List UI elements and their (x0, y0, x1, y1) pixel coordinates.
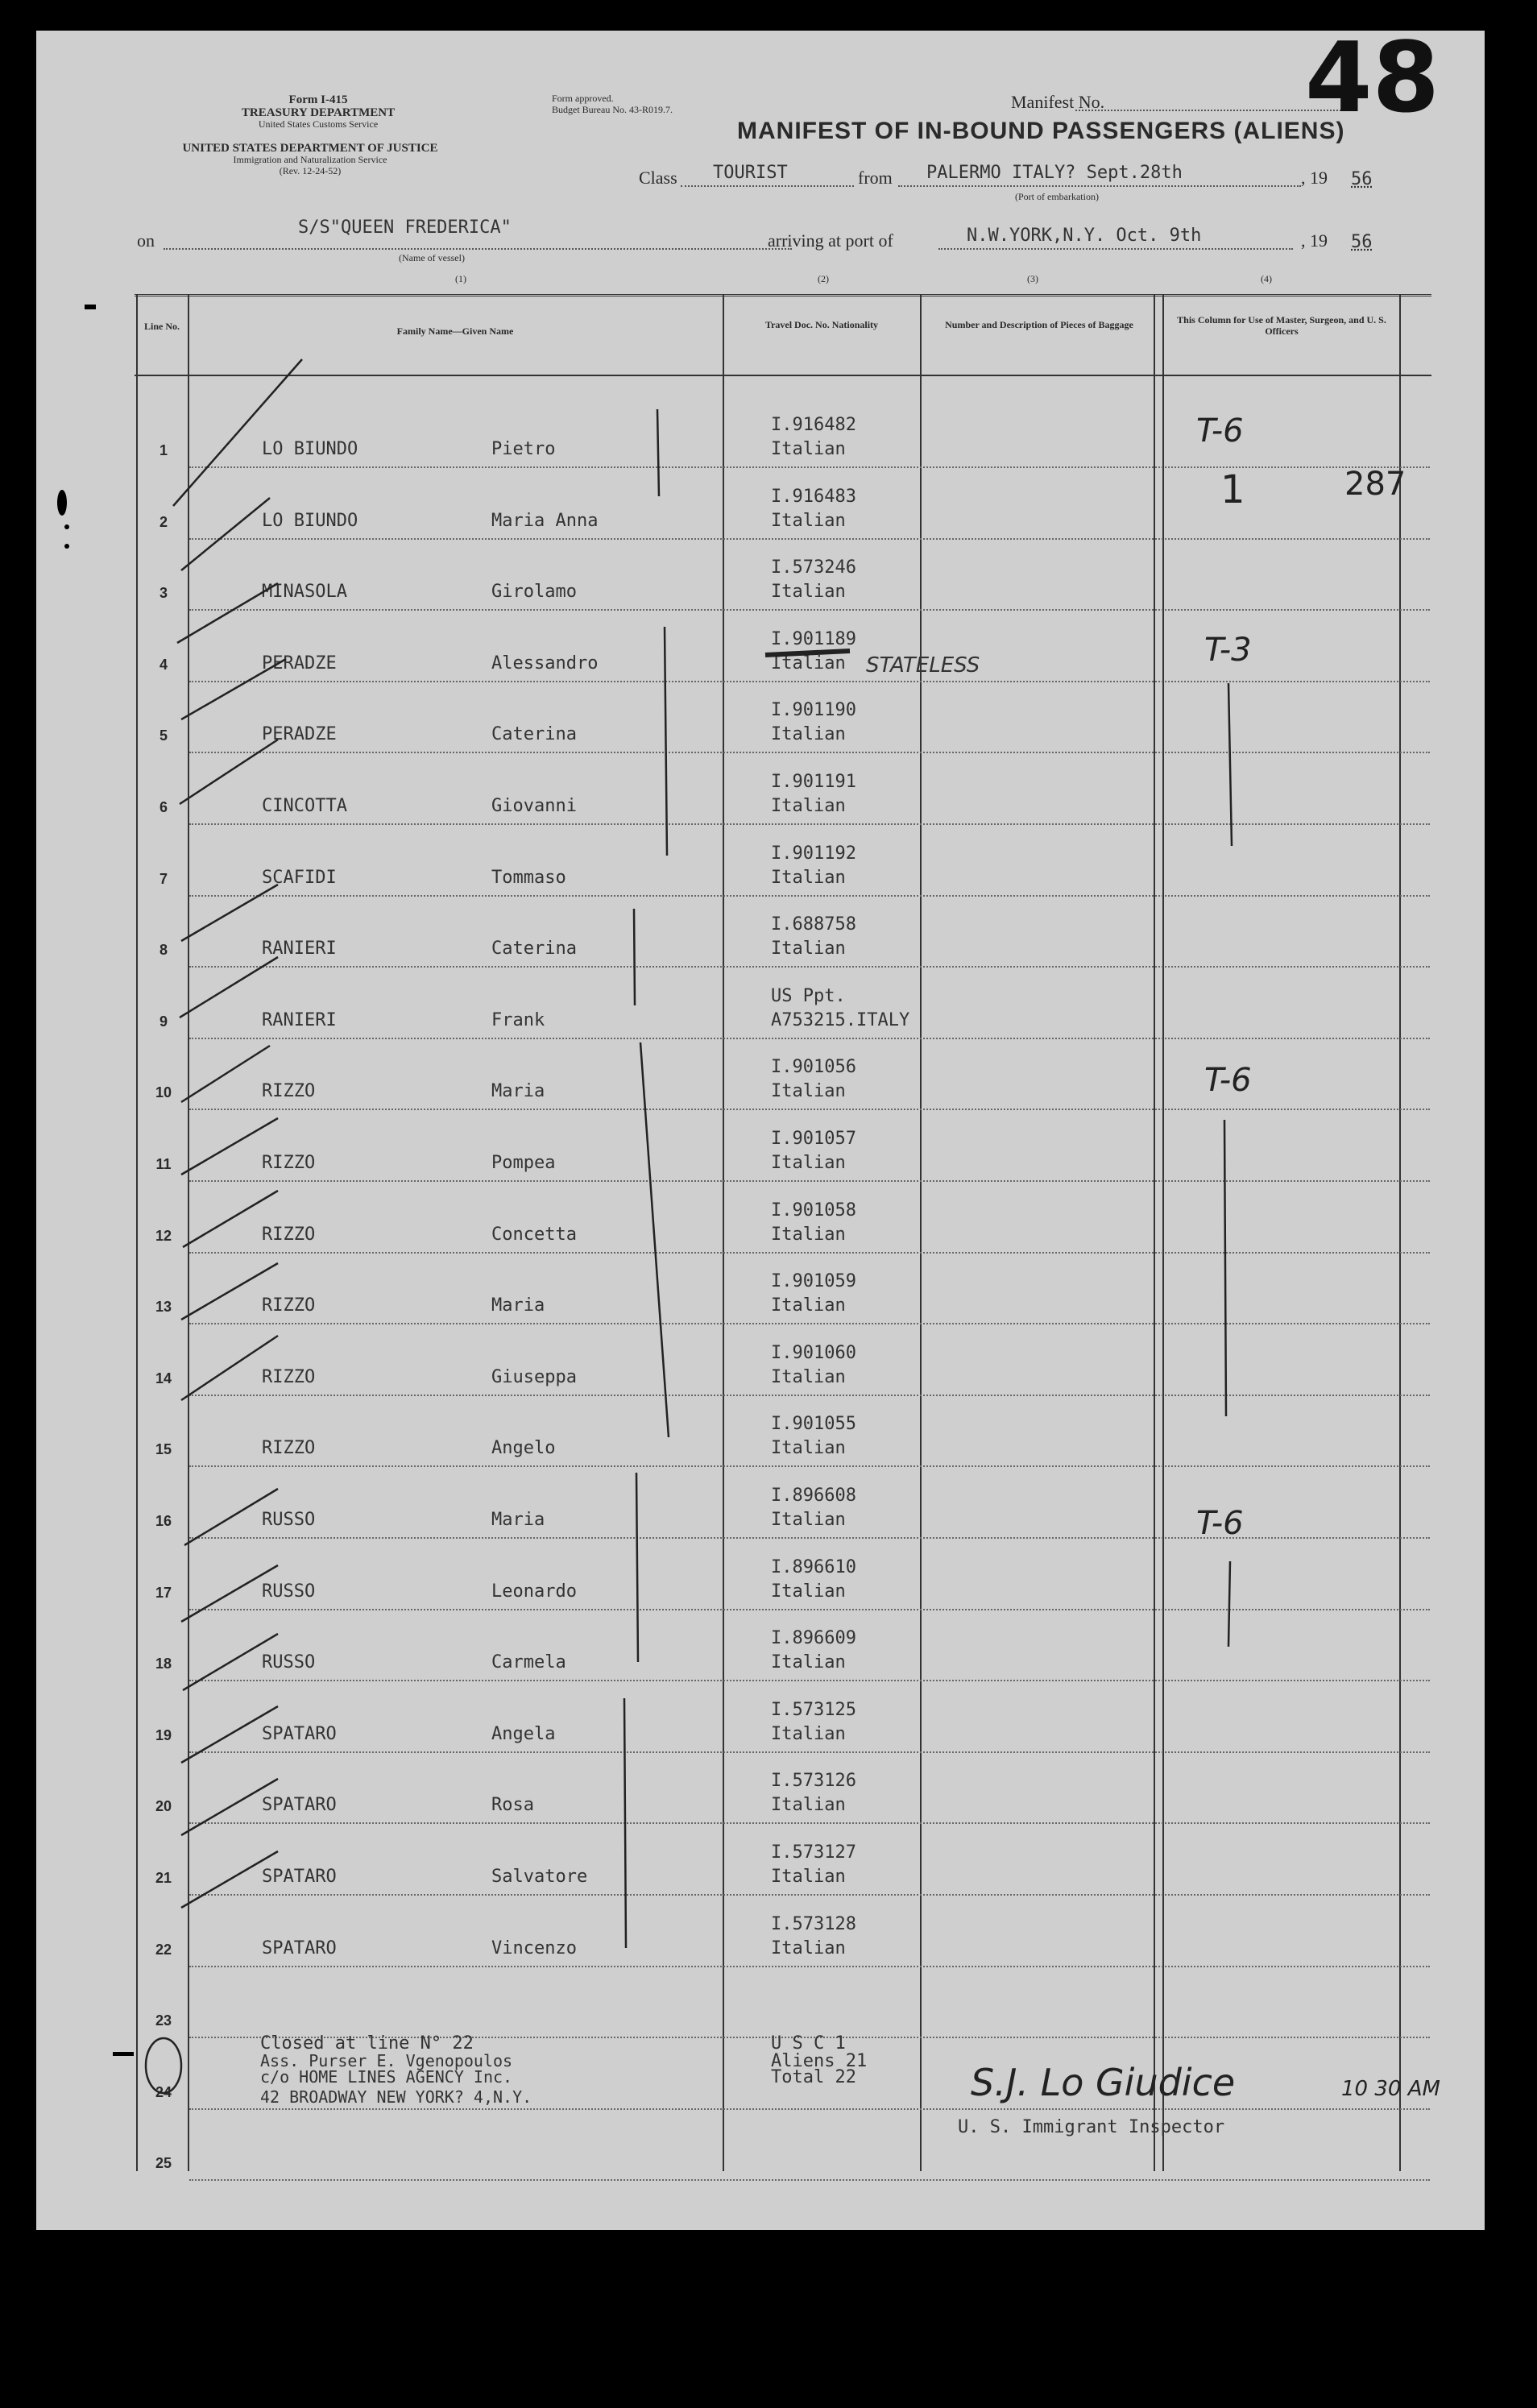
margin-mark-3 (64, 524, 69, 529)
col2-number: (2) (818, 273, 829, 284)
col1-number: (1) (455, 273, 466, 284)
row-given-name: Girolamo (491, 582, 577, 603)
row-travel-doc: I.896609 (771, 1628, 856, 1649)
row-line-number: 5 (159, 727, 168, 744)
check-stroke-10 (183, 1191, 278, 1247)
agency-address: 42 BROADWAY NEW YORK? 4,N.Y. (260, 2087, 532, 2107)
row-family-name: MINASOLA (262, 582, 347, 603)
check-stroke-11 (181, 1263, 278, 1320)
margin-mark-2 (57, 490, 67, 516)
row-line-number: 9 (159, 1013, 168, 1030)
row-given-name: Caterina (491, 939, 577, 959)
row-given-name: Giuseppa (491, 1366, 577, 1387)
row-travel-doc: I.573125 (771, 1699, 856, 1720)
header-travel-doc: Travel Doc. No. Nationality (764, 319, 879, 330)
row-line-number: 2 (159, 513, 168, 530)
row-family-name: RIZZO (262, 1224, 316, 1245)
check-stroke-13 (184, 1489, 278, 1545)
row-line-number: 8 (159, 942, 168, 959)
row-family-name: RUSSO (262, 1510, 316, 1530)
vessel-name: S/S"QUEEN FREDERICA" (298, 218, 512, 238)
check-stroke-16 (181, 1706, 278, 1763)
margin-mark-1 (85, 305, 96, 309)
row-given-name: Caterina (491, 724, 577, 745)
row-travel-doc: I.901189 (771, 628, 856, 649)
signature-time: 10 30 AM (1341, 2077, 1440, 2101)
row-travel-doc: I.901060 (771, 1342, 856, 1363)
check-stroke-18 (181, 1851, 278, 1908)
row-travel-doc: I.688758 (771, 914, 856, 935)
row-family-name: RANIERI (262, 939, 337, 959)
header-line-no: Line No. (143, 321, 180, 332)
check-stroke-9 (181, 1118, 278, 1175)
row-line-number: 11 (155, 1156, 172, 1172)
officer-bracket-2 (1224, 1120, 1226, 1416)
row-line-number: 16 (155, 1513, 172, 1529)
row-nationality: Italian (771, 1081, 846, 1102)
manifest-sheet (36, 23, 1485, 2230)
row-given-name: Vincenzo (491, 1938, 577, 1958)
on-label: on (137, 230, 155, 251)
row-travel-doc: I.901190 (771, 700, 856, 721)
row-line-number: 1 (159, 442, 168, 458)
row-nationality: Italian (771, 939, 846, 959)
page-title: MANIFEST OF IN-BOUND PASSENGERS (ALIENS) (737, 118, 1345, 144)
page-number-annotation: 287 (1344, 466, 1406, 503)
row-nationality: Italian (771, 724, 846, 745)
arriving-value: N.W.YORK,N.Y. Oct. 9th (967, 226, 1202, 246)
row-nationality: Italian (771, 510, 846, 531)
check-stroke-4 (181, 659, 286, 719)
row-line-number: 3 (159, 585, 168, 602)
row-nationality: Italian (771, 1438, 846, 1459)
row-nationality: Italian (771, 796, 846, 816)
row-given-name: Maria (491, 1295, 545, 1316)
aliens-count: Aliens 21 (771, 2051, 868, 2071)
row-family-name: RIZZO (262, 1438, 316, 1459)
check-stroke-12 (181, 1336, 278, 1400)
row-line-number: 19 (155, 1726, 172, 1743)
usc-count: U S C 1 (771, 2033, 846, 2054)
row-family-name: LO BIUNDO (262, 510, 358, 531)
row-given-name: Frank (491, 1009, 545, 1030)
row-given-name: Rosa (491, 1795, 534, 1816)
bracket-peradze (665, 627, 667, 856)
row-line-number: 18 (155, 1656, 172, 1672)
check-stroke-3 (177, 583, 278, 643)
row-nationality: Italian (771, 1510, 846, 1530)
bracket-rizzo (640, 1042, 669, 1437)
closed-at-line: Closed at line N° 22 (260, 2033, 474, 2054)
from-label: from (858, 168, 893, 188)
row-line-number: 4 (159, 656, 168, 673)
inspector-signature: S.J. Lo Giudice (971, 2061, 1236, 2104)
row-family-name: RIZZO (262, 1153, 316, 1173)
arriving-year-prefix: , 19 (1301, 230, 1328, 251)
arriving-label: arriving at port of (768, 230, 893, 251)
row-given-name: Tommaso (491, 867, 566, 888)
row-travel-doc: I.573127 (771, 1842, 856, 1863)
row-travel-doc: I.901056 (771, 1057, 856, 1078)
header-baggage: Number and Description of Pieces of Baggage (945, 319, 1133, 330)
row-given-name: Giovanni (491, 796, 577, 816)
row-family-name: SPATARO (262, 1938, 337, 1958)
row-line-number: 13 (155, 1299, 172, 1316)
row-nationality: Italian (771, 1652, 846, 1673)
row-nationality: Italian (771, 1224, 846, 1245)
row-travel-doc: I.901058 (771, 1200, 856, 1221)
row-travel-doc: I.901057 (771, 1129, 856, 1149)
row-travel-doc: US Ppt. (771, 985, 846, 1006)
row-nationality: Italian (771, 1366, 846, 1387)
row-travel-doc: I.901059 (771, 1271, 856, 1292)
row-line-number: 6 (159, 799, 168, 815)
check-stroke-1 (173, 359, 302, 506)
row-nationality: Italian (771, 1581, 846, 1602)
row-family-name: RIZZO (262, 1366, 316, 1387)
inspector-label: U. S. Immigrant Inspector (958, 2117, 1225, 2137)
row-family-name: RANIERI (262, 1009, 337, 1030)
row-family-name: SPATARO (262, 1795, 337, 1816)
from-value: PALERMO ITALY? Sept.28th (926, 163, 1183, 183)
row-family-name: RIZZO (262, 1081, 316, 1102)
row-travel-doc: I.901192 (771, 843, 856, 864)
row-given-name: Pompea (491, 1153, 556, 1173)
row-nationality: Italian (771, 1295, 846, 1316)
row-given-name: Concetta (491, 1224, 577, 1245)
row-line-number: 17 (155, 1584, 172, 1601)
row-family-name: RUSSO (262, 1652, 316, 1673)
row-nationality: Italian (771, 1795, 846, 1816)
revision-date: (Rev. 12-24-52) (279, 165, 342, 176)
class-label: Class (639, 168, 677, 188)
row-nationality: STATELESS (866, 653, 980, 678)
row-given-name: Maria (491, 1510, 545, 1530)
check-stroke-2 (181, 498, 270, 570)
row-line-number: 20 (155, 1798, 172, 1815)
total-count: Total 22 (771, 2067, 856, 2087)
ins-service: Immigration and Naturalization Service (233, 154, 387, 165)
year-prefix: , 19 (1301, 168, 1328, 188)
row-nationality: A753215.ITALY (771, 1009, 910, 1030)
year-value: 56 (1351, 169, 1373, 189)
struck-nationality: Italian (771, 653, 846, 673)
check-stroke-8 (181, 1046, 270, 1102)
arriving-year: 56 (1351, 232, 1373, 252)
col3-number: (3) (1027, 273, 1038, 284)
header-officers: This Column for Use of Master, Surgeon, and U. S. Officers (1177, 314, 1386, 337)
vessel-caption: (Name of vessel) (399, 252, 465, 263)
port-embark-caption: (Port of embarkation) (1015, 191, 1099, 202)
class-value: TOURIST (713, 163, 788, 183)
row-line-number: 12 (155, 1227, 172, 1244)
row-travel-doc: I.901055 (771, 1414, 856, 1435)
row-family-name: SCAFIDI (262, 867, 337, 888)
row-travel-doc: I.901191 (771, 772, 856, 792)
check-stroke-6 (181, 885, 278, 941)
row-family-name: CINCOTTA (262, 796, 347, 816)
annotation-t6-a: T-6 (1196, 412, 1244, 450)
row-given-name: Salvatore (491, 1867, 588, 1887)
header-name: Family Name—Given Name (396, 325, 514, 337)
row-line-number: 21 (155, 1870, 172, 1886)
row-line-number: 24 (155, 2083, 172, 2100)
agency-name: c/o HOME LINES AGENCY Inc. (260, 2067, 513, 2087)
row-nationality: Italian (771, 1723, 846, 1744)
row-family-name: PERADZE (262, 724, 337, 745)
margin-mark-4 (64, 544, 69, 549)
annotation-t3: T-3 (1204, 632, 1252, 669)
row-given-name: Pietro (491, 439, 556, 459)
form-approved: Form approved. (552, 93, 614, 104)
row-line-number: 25 (155, 2155, 172, 2172)
check-stroke-7 (180, 957, 278, 1017)
annotation-t6-b: T-6 (1204, 1062, 1252, 1099)
row-family-name: RIZZO (262, 1295, 316, 1316)
row-travel-doc: I.573126 (771, 1771, 856, 1792)
row-line-number: 10 (155, 1084, 172, 1101)
form-number: Form I-415 (288, 93, 348, 106)
row-nationality: Italian (771, 867, 846, 888)
circle-line-23 (146, 2038, 181, 2093)
row-given-name: Leonardo (491, 1581, 577, 1602)
row-given-name: Maria Anna (491, 510, 599, 531)
row-travel-doc: I.916482 (771, 415, 856, 435)
budget-bureau: Budget Bureau No. 43-R019.7. (552, 104, 673, 115)
annotation-one-mark: 1 (1220, 467, 1245, 512)
check-stroke-14 (181, 1565, 278, 1622)
row-travel-doc: I.896610 (771, 1556, 856, 1577)
row-nationality: Italian (771, 582, 846, 603)
row-family-name: RUSSO (262, 1581, 316, 1602)
row-nationality: Italian (771, 439, 846, 459)
bracket-spataro (624, 1698, 626, 1948)
row-travel-doc: I.573246 (771, 557, 856, 578)
officer-bracket-1 (1228, 683, 1232, 846)
row-nationality: Italian (771, 1938, 846, 1958)
purser-name: Ass. Purser E. Vgenopoulos (260, 2051, 513, 2070)
row-given-name: Angela (491, 1723, 556, 1744)
row-nationality: Italian (771, 1153, 846, 1173)
annotation-t6-c: T-6 (1196, 1505, 1244, 1542)
manifest-number: 48 (1305, 23, 1440, 135)
row-travel-doc: I.573128 (771, 1913, 856, 1934)
bracket-russo (636, 1473, 638, 1662)
row-line-number: 14 (155, 1370, 172, 1386)
check-stroke-17 (181, 1779, 278, 1835)
row-given-name: Carmela (491, 1652, 566, 1673)
bracket-ranieri (634, 909, 635, 1005)
row-nationality: Italian (771, 1867, 846, 1887)
row-line-number: 22 (155, 1941, 172, 1958)
margin-mark-5 (113, 2052, 134, 2056)
row-family-name: LO BIUNDO (262, 439, 358, 459)
row-travel-doc: I.916483 (771, 486, 856, 507)
check-stroke-5 (180, 740, 278, 804)
row-family-name: SPATARO (262, 1867, 337, 1887)
officer-bracket-3 (1228, 1561, 1230, 1647)
justice-department: UNITED STATES DEPARTMENT OF JUSTICE (182, 142, 438, 155)
row-line-number: 15 (155, 1441, 172, 1458)
row-line-number: 23 (155, 2012, 172, 2029)
row-given-name: Maria (491, 1081, 545, 1102)
customs-service: United States Customs Service (258, 118, 379, 130)
row-given-name: Angelo (491, 1438, 556, 1459)
bracket-lobiundo (657, 409, 659, 496)
row-line-number: 7 (159, 870, 168, 887)
treasury-department: TREASURY DEPARTMENT (241, 106, 396, 119)
row-family-name: SPATARO (262, 1723, 337, 1744)
check-stroke-15 (183, 1634, 278, 1690)
row-family-name: PERADZE (262, 653, 337, 673)
row-travel-doc: I.896608 (771, 1486, 856, 1506)
manifest-no-label: Manifest No. (1011, 92, 1105, 112)
handwriting-strokes (36, 31, 1485, 2230)
row-given-name: Alessandro (491, 653, 599, 673)
strike-italian-line4 (765, 651, 850, 655)
col4-number: (4) (1261, 273, 1272, 284)
